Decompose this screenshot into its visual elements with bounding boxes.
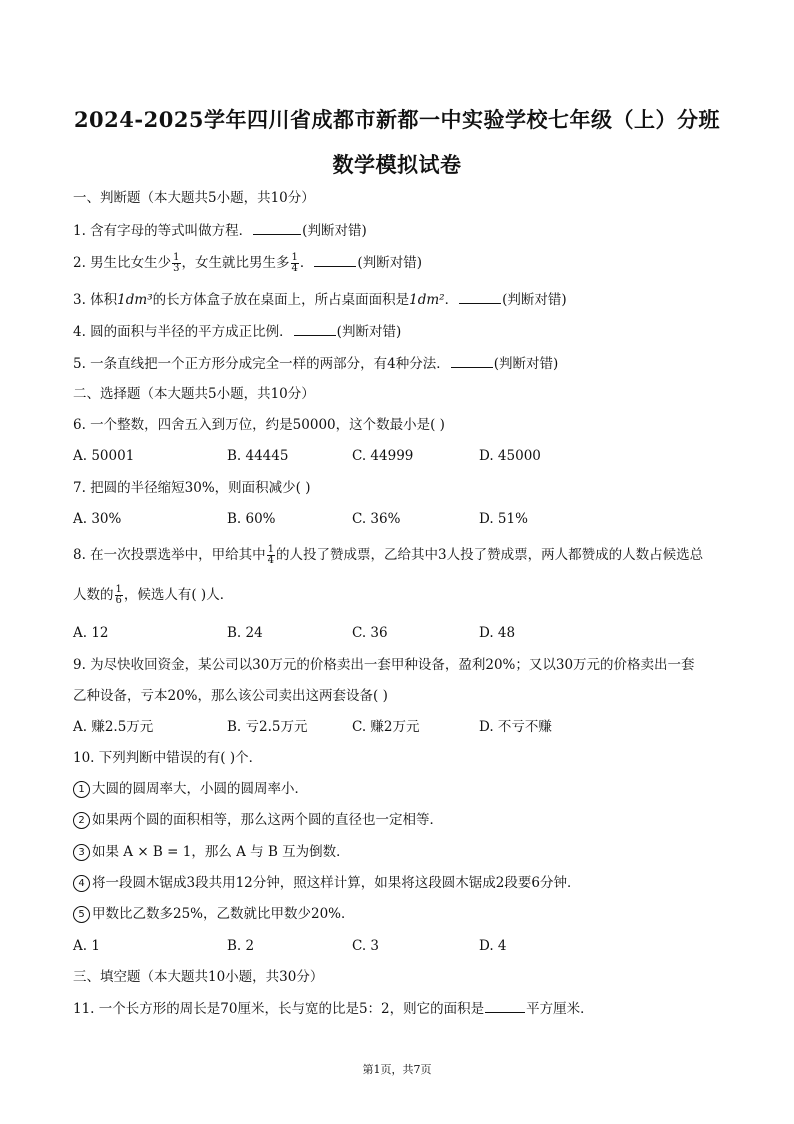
question-9-line-2: 乙种设备，亏本20%，那么该公司卖出这两套设备( ) [73,688,388,704]
section-heading-2: 二、选择题（本大题共5小题，共10分） [73,386,315,402]
answer-blank[interactable] [485,998,525,1013]
statement-4: 4 将一段圆木锯成3段共用12分钟，照这样计算，如果将这段圆木锯成2段要6分钟． [73,873,754,893]
page-subtitle: 数学模拟试卷 [332,152,462,177]
question-11: 11. 一个长方形的周长是70厘米，长与宽的比是5：2，则它的面积是 平方厘米． [73,998,754,1019]
option-b[interactable]: B. 2 [227,938,255,954]
fraction: $\frac{1}{4}$ [267,544,275,566]
question-4: 4. 圆的面积与半径的平方成正比例． (判断对错) [73,321,754,342]
option-b[interactable]: B. 44445 [227,448,289,464]
option-d[interactable]: D. 48 [479,625,516,641]
answer-blank [253,220,301,235]
question-8-line-1: 8. 在一次投票选举中，甲给其中 $\frac{1}{4}$ 的人投了赞成票，乙给其中3人投了赞成票，两人都赞成的人数占候选总 [73,544,704,566]
question-10: 10. 下列判断中错误的有( )个． [73,750,263,766]
fraction: $\frac{1}{6}$ [115,584,122,606]
option-b[interactable]: B. 24 [227,625,263,641]
option-b[interactable]: B. 亏2.5万元 [227,719,308,735]
option-d[interactable]: D. 45000 [479,448,541,464]
option-a[interactable]: A. 赚2.5万元 [73,719,154,735]
option-c[interactable]: C. 44999 [352,448,414,464]
option-c[interactable]: C. 36 [352,625,388,641]
question-1: 1. 含有字母的等式叫做方程． (判断对错) [73,220,754,241]
option-a[interactable]: A. 30% [73,511,122,527]
section-heading-3: 三、填空题（本大题共10小题，共30分） [73,969,324,985]
option-d[interactable]: D. 4 [479,938,507,954]
statement-1: 1 大圆的圆周率大，小圆的圆周率小． [73,779,754,799]
statement-5: 5 甲数比乙数多25%，乙数就比甲数少20%． [73,904,754,924]
question-6: 6. 一个整数，四舍五入到万位，约是50000，这个数最小是( ) [73,417,445,433]
question-7: 7. 把圆的半径缩短30%，则面积减少( ) [73,480,311,496]
option-c[interactable]: C. 36% [352,511,401,527]
option-a[interactable]: A. 50001 [73,448,135,464]
option-c[interactable]: C. 3 [352,938,380,954]
page-title: 2024-2025学年四川省成都市新都一中实验学校七年级（上）分班 [73,107,721,132]
answer-blank [459,289,501,304]
option-a[interactable]: A. 1 [73,938,100,954]
question-9-line-1: 9. 为尽快收回资金，某公司以30万元的价格卖出一套甲种设备，盈利20%；又以30万元的价格卖出一套 [73,657,695,673]
question-5: 5. 一条直线把一个正方形分成完全一样的两部分，有4种分法． (判断对错) [73,353,754,374]
question-3: 3. 体积1dm³的长方体盒子放在桌面上，所占桌面面积是1dm²． (判断对错) [73,289,754,310]
option-a[interactable]: A. 12 [73,625,109,641]
page-footer: 第1页，共7页 [362,1063,432,1076]
option-b[interactable]: B. 60% [227,511,276,527]
option-c[interactable]: C. 赚2万元 [352,719,420,735]
statement-2: 2 如果两个圆的面积相等，那么这两个圆的直径也一定相等． [73,810,754,830]
statement-3: 3 如果 A × B = 1，那么 A 与 B 互为倒数． [73,842,754,862]
section-heading-1: 一、判断题（本大题共5小题，共10分） [73,190,315,206]
question-8-line-2: 人数的 $\frac{1}{6}$ ，候选人有( )人． [73,584,234,606]
answer-blank [294,321,336,336]
answer-blank [314,252,356,267]
option-d[interactable]: D. 51% [479,511,528,527]
fraction: $\frac{1}{3}$ [173,252,180,274]
answer-blank [451,353,493,368]
question-2: 2. 男生比女生少 $\frac{1}{3}$ ，女生就比男生多 $\frac{1}{4}$ ． (判断对错) [73,252,422,274]
option-d[interactable]: D. 不亏不赚 [479,719,552,735]
fraction: $\frac{1}{4}$ [291,252,298,274]
